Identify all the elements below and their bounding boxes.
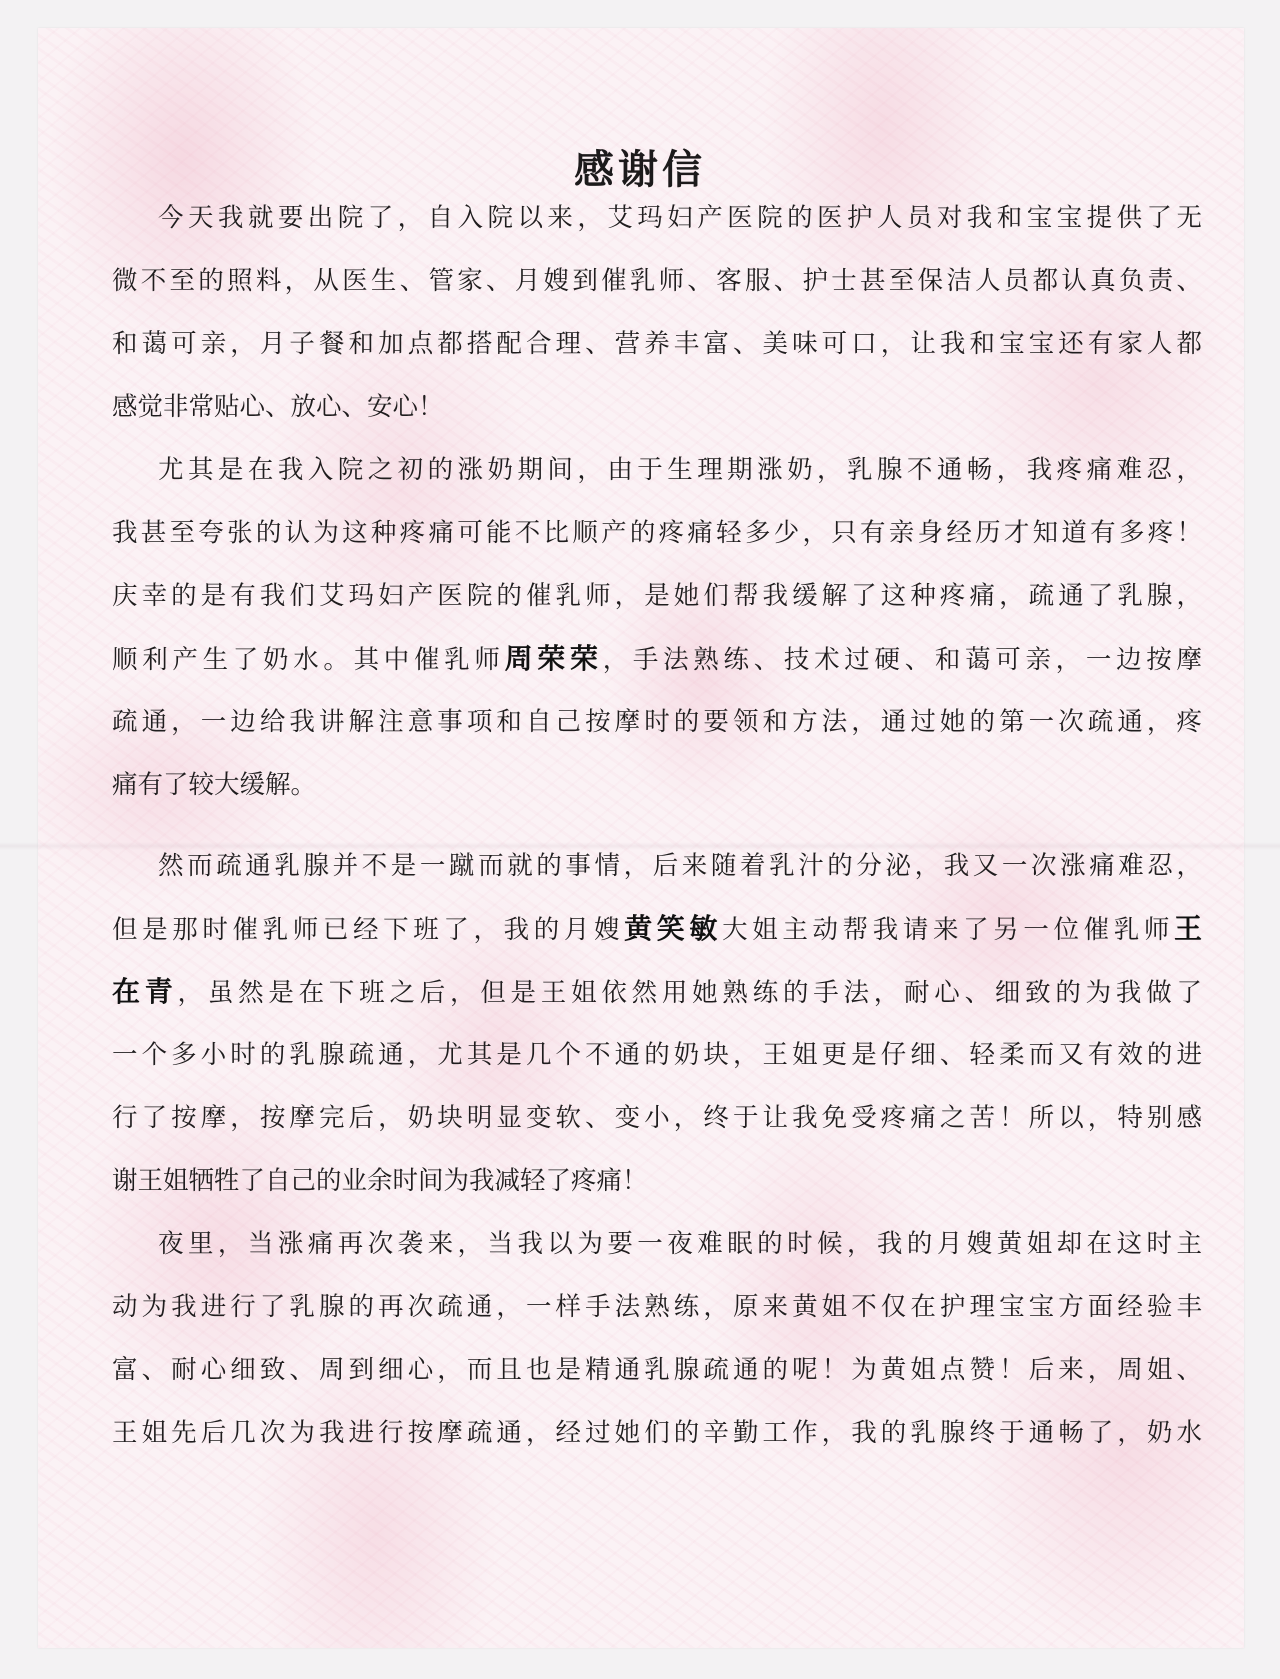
paragraph-2-line-4 — [112, 641, 1202, 678]
paragraph-1-line-2: 微不至的照料，从医生、管家、月嫂到催乳师、客服、护士甚至保洁人员都认真负责、 — [112, 266, 1202, 296]
paragraph-3-line-2 — [112, 911, 1202, 948]
paragraph-2-line-1: 尤其是在我入院之初的涨奶期间，由于生理期涨奶，乳腺不通畅，我疼痛难忍， — [158, 455, 1202, 485]
paragraph-3-line-3 — [112, 974, 1202, 1011]
paragraph-2-line-2: 我甚至夸张的认为这种疼痛可能不比顺产的疼痛轻多少，只有亲身经历才知道有多疼！ — [112, 518, 1202, 548]
nurse-name-zhou: 周荣荣 — [504, 642, 603, 675]
paragraph-3-line-2-text-a: 但是那时催乳师已经下班了，我的月嫂 — [112, 915, 625, 945]
letter-title: 感谢信 — [574, 147, 706, 193]
paragraph-1-line-3: 和蔼可亲，月子餐和加点都搭配合理、营养丰富、美味可口，让我和宝宝还有家人都 — [112, 329, 1202, 359]
paragraph-2-line-5: 疏通，一边给我讲解注意事项和自己按摩时的要领和方法，通过她的第一次疏通，疼 — [112, 707, 1202, 737]
nanny-name-huang: 黄笑敏 — [624, 912, 723, 945]
paragraph-4-line-3: 富、耐心细致、周到细心，而且也是精通乳腺疏通的呢！为黄姐点赞！后来，周姐、 — [112, 1355, 1202, 1385]
paragraph-3-line-5: 行了按摩，按摩完后，奶块明显变软、变小，终于让我免受疼痛之苦！所以，特别感 — [112, 1103, 1202, 1133]
paragraph-3-line-2-text-b: 大姐主动帮我请来了另一位催乳师 — [722, 915, 1174, 945]
nurse-name-wang-part-1: 王 — [1173, 912, 1202, 945]
paragraph-3-line-1: 然而疏通乳腺并不是一蹴而就的事情，后来随着乳汁的分泌，我又一次涨痛难忍， — [158, 851, 1202, 881]
nurse-name-wang-part-2: 在青 — [112, 975, 178, 1008]
paragraph-4-line-1: 夜里，当涨痛再次袭来，当我以为要一夜难眠的时候，我的月嫂黄姐却在这时主 — [158, 1229, 1202, 1259]
paragraph-4-line-2: 动为我进行了乳腺的再次疏通，一样手法熟练，原来黄姐不仅在护理宝宝方面经验丰 — [112, 1292, 1202, 1322]
paragraph-3-line-4: 一个多小时的乳腺疏通，尤其是几个不通的奶块，王姐更是仔细、轻柔而又有效的进 — [112, 1040, 1202, 1070]
paragraph-2-line-4-text-a: 顺利产生了奶水。其中催乳师 — [112, 645, 505, 675]
paragraph-2-line-3: 庆幸的是有我们艾玛妇产医院的催乳师，是她们帮我缓解了这种疼痛，疏通了乳腺， — [112, 581, 1202, 611]
paragraph-3-line-6: 谢王姐牺牲了自己的业余时间为我减轻了疼痛！ — [112, 1166, 648, 1196]
paragraph-1-line-1: 今天我就要出院了，自入院以来，艾玛妇产医院的医护人员对我和宝宝提供了无 — [158, 203, 1202, 233]
paragraph-2-line-6: 痛有了较大缓解。 — [112, 770, 317, 800]
paragraph-3-line-3-text: ，虽然是在下班之后，但是王姐依然用她熟练的手法，耐心、细致的为我做了 — [177, 978, 1202, 1008]
paragraph-1-line-4: 感觉非常贴心、放心、安心！ — [112, 392, 444, 422]
paragraph-4-line-4: 王姐先后几次为我进行按摩疏通，经过她们的辛勤工作，我的乳腺终于通畅了，奶水 — [112, 1418, 1202, 1448]
paragraph-2-line-4-text-b: ，手法熟练、技术过硬、和蔼可亲，一边按摩 — [602, 645, 1202, 675]
